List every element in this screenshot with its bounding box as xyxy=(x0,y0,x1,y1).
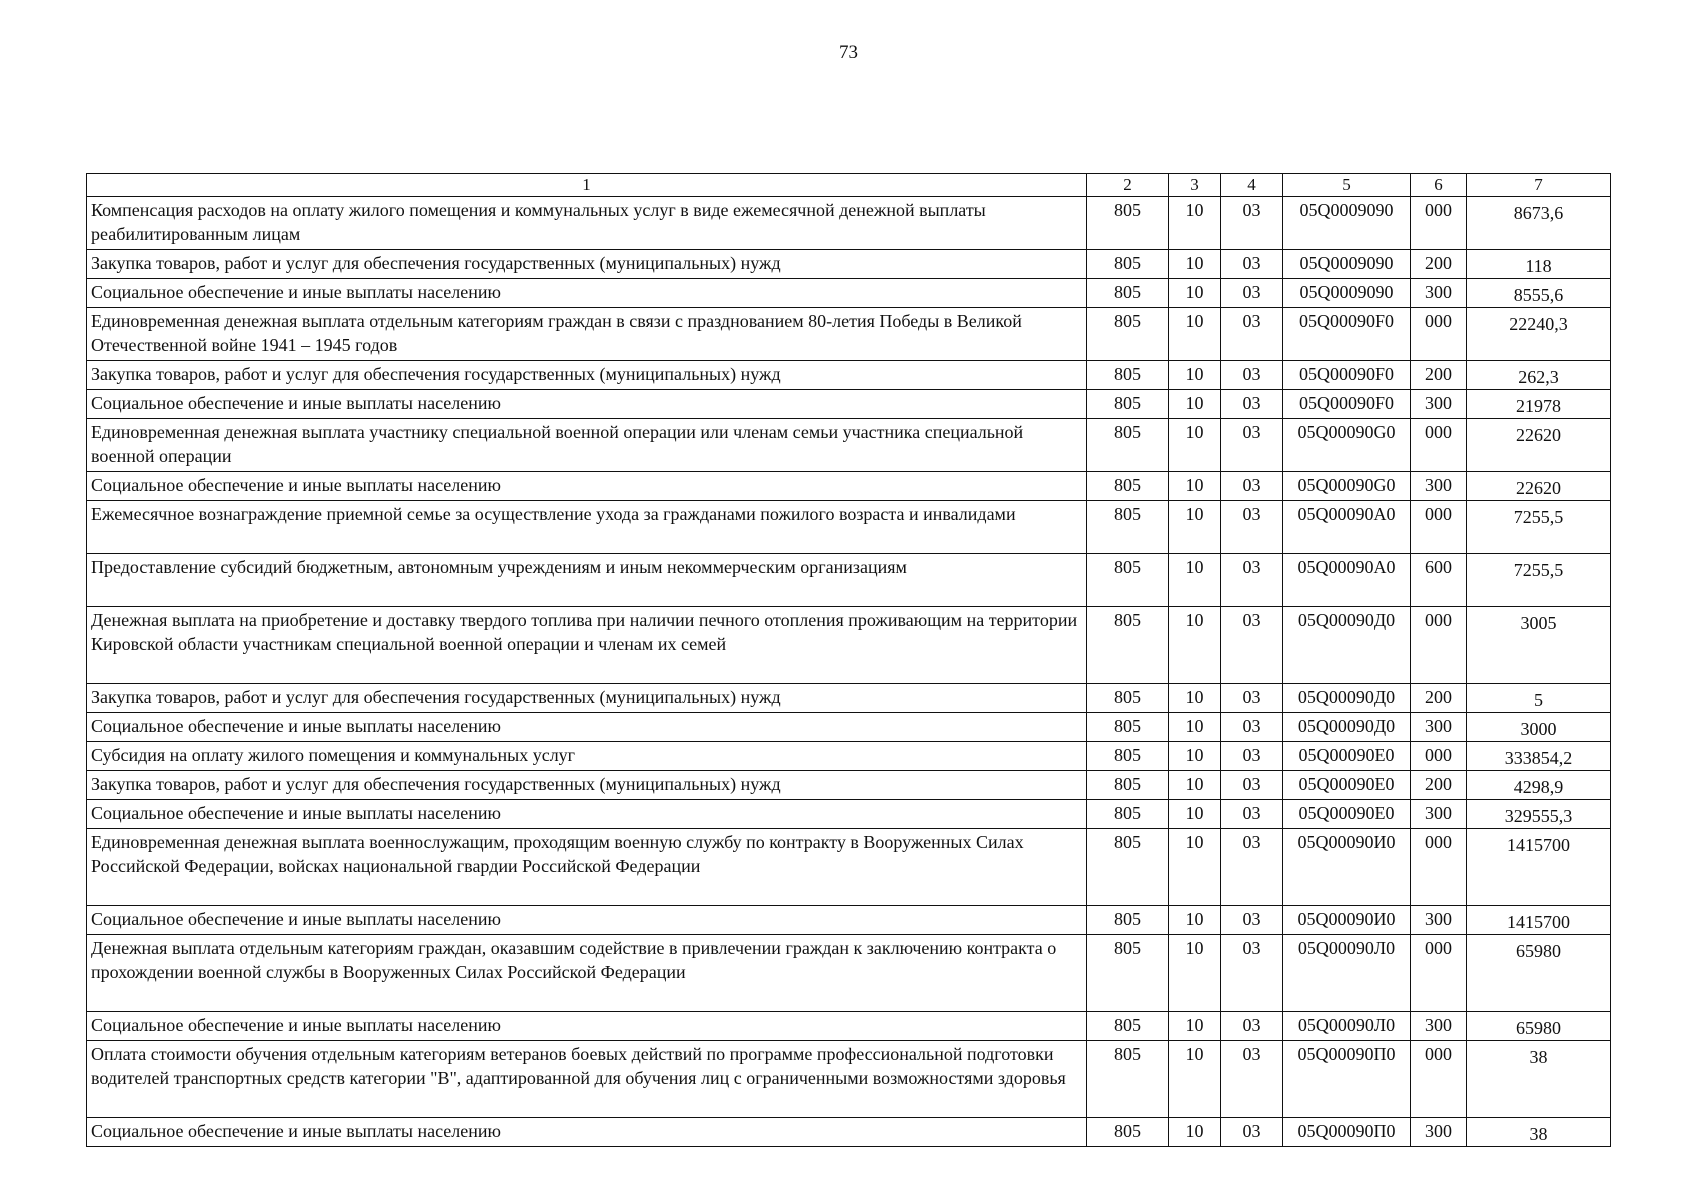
cell-admin-code: 805 xyxy=(1087,906,1169,935)
cell-subsection-code: 03 xyxy=(1221,250,1283,279)
cell-section-code: 10 xyxy=(1169,197,1221,250)
cell-expense-type-code: 300 xyxy=(1411,390,1467,419)
cell-row-name: Предоставление субсидий бюджетным, автономным учреждениям и иным некоммерческим организациям xyxy=(87,554,1087,607)
cell-amount: 333854,2 xyxy=(1467,742,1611,771)
cell-row-name: Закупка товаров, работ и услуг для обеспечения государственных (муниципальных) нужд xyxy=(87,250,1087,279)
table-body xyxy=(87,197,1611,1147)
cell-row-name: Компенсация расходов на оплату жилого помещения и коммунальных услуг в виде ежемесячной денежной выплаты реабилитированным лицам xyxy=(87,197,1087,250)
cell-expense-type-code: 200 xyxy=(1411,684,1467,713)
cell-section-code: 10 xyxy=(1169,554,1221,607)
cell-target-article-code: 05Q00090Д0 xyxy=(1283,713,1411,742)
table-row xyxy=(87,501,1611,554)
cell-section-code: 10 xyxy=(1169,607,1221,684)
cell-section-code: 10 xyxy=(1169,308,1221,361)
cell-row-name: Закупка товаров, работ и услуг для обеспечения государственных (муниципальных) нужд xyxy=(87,771,1087,800)
cell-target-article-code: 05Q00090П0 xyxy=(1283,1118,1411,1147)
col-header-1: 1 xyxy=(87,174,1087,197)
table-row xyxy=(87,906,1611,935)
cell-amount: 1415700 xyxy=(1467,906,1611,935)
cell-target-article-code: 05Q0009090 xyxy=(1283,197,1411,250)
cell-target-article-code: 05Q00090A0 xyxy=(1283,554,1411,607)
cell-section-code: 10 xyxy=(1169,829,1221,906)
cell-expense-type-code: 000 xyxy=(1411,607,1467,684)
cell-expense-type-code: 300 xyxy=(1411,279,1467,308)
cell-amount: 1415700 xyxy=(1467,829,1611,906)
cell-admin-code: 805 xyxy=(1087,800,1169,829)
table-row xyxy=(87,250,1611,279)
cell-subsection-code: 03 xyxy=(1221,472,1283,501)
table-row xyxy=(87,308,1611,361)
cell-row-name: Денежная выплата на приобретение и доставку твердого топлива при наличии печного отопления проживающим на территории Кировской области участникам специальной военной операции и членам их семей xyxy=(87,607,1087,684)
cell-admin-code: 805 xyxy=(1087,472,1169,501)
cell-amount: 7255,5 xyxy=(1467,501,1611,554)
col-header-4: 4 xyxy=(1221,174,1283,197)
cell-amount: 262,3 xyxy=(1467,361,1611,390)
cell-amount: 22240,3 xyxy=(1467,308,1611,361)
cell-section-code: 10 xyxy=(1169,713,1221,742)
table-row xyxy=(87,829,1611,906)
table-row xyxy=(87,1041,1611,1118)
cell-expense-type-code: 200 xyxy=(1411,250,1467,279)
cell-admin-code: 805 xyxy=(1087,361,1169,390)
cell-subsection-code: 03 xyxy=(1221,607,1283,684)
cell-subsection-code: 03 xyxy=(1221,829,1283,906)
cell-section-code: 10 xyxy=(1169,906,1221,935)
col-header-2: 2 xyxy=(1087,174,1169,197)
cell-amount: 329555,3 xyxy=(1467,800,1611,829)
cell-amount: 3005 xyxy=(1467,607,1611,684)
cell-expense-type-code: 000 xyxy=(1411,829,1467,906)
cell-section-code: 10 xyxy=(1169,684,1221,713)
table-row xyxy=(87,684,1611,713)
cell-section-code: 10 xyxy=(1169,501,1221,554)
cell-expense-type-code: 000 xyxy=(1411,308,1467,361)
cell-amount: 118 xyxy=(1467,250,1611,279)
col-header-6: 6 xyxy=(1411,174,1467,197)
cell-amount: 65980 xyxy=(1467,935,1611,1012)
cell-target-article-code: 05Q00090И0 xyxy=(1283,906,1411,935)
cell-expense-type-code: 300 xyxy=(1411,1118,1467,1147)
cell-target-article-code: 05Q00090Д0 xyxy=(1283,684,1411,713)
cell-expense-type-code: 300 xyxy=(1411,713,1467,742)
cell-row-name: Социальное обеспечение и иные выплаты населению xyxy=(87,472,1087,501)
cell-amount: 38 xyxy=(1467,1041,1611,1118)
cell-row-name: Единовременная денежная выплата отдельным категориям граждан в связи с празднованием 80-летия Победы в Великой Отечественной войне 1941 – 1945 годов xyxy=(87,308,1087,361)
cell-section-code: 10 xyxy=(1169,472,1221,501)
cell-row-name: Закупка товаров, работ и услуг для обеспечения государственных (муниципальных) нужд xyxy=(87,684,1087,713)
cell-subsection-code: 03 xyxy=(1221,308,1283,361)
cell-row-name: Социальное обеспечение и иные выплаты населению xyxy=(87,800,1087,829)
col-header-7: 7 xyxy=(1467,174,1611,197)
cell-target-article-code: 05Q00090E0 xyxy=(1283,771,1411,800)
cell-amount: 8555,6 xyxy=(1467,279,1611,308)
cell-expense-type-code: 000 xyxy=(1411,742,1467,771)
cell-target-article-code: 05Q0009090 xyxy=(1283,250,1411,279)
table-row xyxy=(87,713,1611,742)
cell-row-name: Единовременная денежная выплата участнику специальной военной операции или членам семьи участника специальной военной операции xyxy=(87,419,1087,472)
cell-target-article-code: 05Q0009090 xyxy=(1283,279,1411,308)
cell-section-code: 10 xyxy=(1169,800,1221,829)
cell-subsection-code: 03 xyxy=(1221,279,1283,308)
cell-target-article-code: 05Q00090Л0 xyxy=(1283,1012,1411,1041)
cell-row-name: Закупка товаров, работ и услуг для обеспечения государственных (муниципальных) нужд xyxy=(87,361,1087,390)
cell-section-code: 10 xyxy=(1169,390,1221,419)
cell-admin-code: 805 xyxy=(1087,742,1169,771)
cell-amount: 22620 xyxy=(1467,472,1611,501)
cell-expense-type-code: 000 xyxy=(1411,935,1467,1012)
cell-expense-type-code: 200 xyxy=(1411,361,1467,390)
cell-target-article-code: 05Q00090E0 xyxy=(1283,742,1411,771)
cell-admin-code: 805 xyxy=(1087,684,1169,713)
cell-target-article-code: 05Q00090Л0 xyxy=(1283,935,1411,1012)
cell-target-article-code: 05Q00090A0 xyxy=(1283,501,1411,554)
cell-admin-code: 805 xyxy=(1087,935,1169,1012)
cell-expense-type-code: 300 xyxy=(1411,906,1467,935)
cell-target-article-code: 05Q00090П0 xyxy=(1283,1041,1411,1118)
cell-section-code: 10 xyxy=(1169,361,1221,390)
cell-section-code: 10 xyxy=(1169,1012,1221,1041)
table-row xyxy=(87,279,1611,308)
cell-subsection-code: 03 xyxy=(1221,771,1283,800)
col-header-5: 5 xyxy=(1283,174,1411,197)
cell-row-name: Единовременная денежная выплата военнослужащим, проходящим военную службу по контракту в Вооруженных Силах Российской Федерации, войсках национальной гвардии Российской Федерации xyxy=(87,829,1087,906)
cell-amount: 22620 xyxy=(1467,419,1611,472)
cell-subsection-code: 03 xyxy=(1221,390,1283,419)
table-row xyxy=(87,1012,1611,1041)
cell-row-name: Денежная выплата отдельным категориям граждан, оказавшим содействие в привлечении граждан к заключению контракта о прохождении военной службы в Вооруженных Силах Российской Федерации xyxy=(87,935,1087,1012)
cell-row-name: Субсидия на оплату жилого помещения и коммунальных услуг xyxy=(87,742,1087,771)
table-row xyxy=(87,554,1611,607)
cell-row-name: Социальное обеспечение и иные выплаты населению xyxy=(87,713,1087,742)
table-row xyxy=(87,472,1611,501)
header-row xyxy=(87,174,1611,197)
cell-admin-code: 805 xyxy=(1087,829,1169,906)
cell-target-article-code: 05Q00090F0 xyxy=(1283,361,1411,390)
cell-admin-code: 805 xyxy=(1087,713,1169,742)
cell-admin-code: 805 xyxy=(1087,419,1169,472)
table-row xyxy=(87,197,1611,250)
cell-subsection-code: 03 xyxy=(1221,713,1283,742)
cell-subsection-code: 03 xyxy=(1221,419,1283,472)
cell-section-code: 10 xyxy=(1169,279,1221,308)
cell-row-name: Ежемесячное вознаграждение приемной семье за осуществление ухода за гражданами пожилого возраста и инвалидами xyxy=(87,501,1087,554)
cell-admin-code: 805 xyxy=(1087,1041,1169,1118)
cell-expense-type-code: 000 xyxy=(1411,1041,1467,1118)
cell-amount: 21978 xyxy=(1467,390,1611,419)
table-row xyxy=(87,607,1611,684)
cell-admin-code: 805 xyxy=(1087,250,1169,279)
cell-section-code: 10 xyxy=(1169,1041,1221,1118)
cell-section-code: 10 xyxy=(1169,250,1221,279)
cell-subsection-code: 03 xyxy=(1221,361,1283,390)
cell-admin-code: 805 xyxy=(1087,554,1169,607)
cell-admin-code: 805 xyxy=(1087,197,1169,250)
cell-amount: 7255,5 xyxy=(1467,554,1611,607)
cell-admin-code: 805 xyxy=(1087,1118,1169,1147)
cell-section-code: 10 xyxy=(1169,742,1221,771)
cell-subsection-code: 03 xyxy=(1221,1118,1283,1147)
cell-admin-code: 805 xyxy=(1087,390,1169,419)
table-row xyxy=(87,771,1611,800)
cell-subsection-code: 03 xyxy=(1221,800,1283,829)
table-row xyxy=(87,800,1611,829)
table-row xyxy=(87,361,1611,390)
cell-row-name: Социальное обеспечение и иные выплаты населению xyxy=(87,279,1087,308)
cell-row-name: Социальное обеспечение и иные выплаты населению xyxy=(87,906,1087,935)
cell-subsection-code: 03 xyxy=(1221,1012,1283,1041)
cell-row-name: Социальное обеспечение и иные выплаты населению xyxy=(87,1012,1087,1041)
cell-subsection-code: 03 xyxy=(1221,684,1283,713)
cell-admin-code: 805 xyxy=(1087,308,1169,361)
cell-subsection-code: 03 xyxy=(1221,554,1283,607)
cell-section-code: 10 xyxy=(1169,935,1221,1012)
cell-subsection-code: 03 xyxy=(1221,501,1283,554)
cell-target-article-code: 05Q00090E0 xyxy=(1283,800,1411,829)
cell-target-article-code: 05Q00090G0 xyxy=(1283,419,1411,472)
cell-expense-type-code: 300 xyxy=(1411,1012,1467,1041)
cell-expense-type-code: 600 xyxy=(1411,554,1467,607)
cell-amount: 65980 xyxy=(1467,1012,1611,1041)
cell-admin-code: 805 xyxy=(1087,279,1169,308)
cell-expense-type-code: 000 xyxy=(1411,197,1467,250)
cell-amount: 8673,6 xyxy=(1467,197,1611,250)
cell-amount: 4298,9 xyxy=(1467,771,1611,800)
cell-admin-code: 805 xyxy=(1087,771,1169,800)
cell-admin-code: 805 xyxy=(1087,1012,1169,1041)
table-row xyxy=(87,1118,1611,1147)
cell-target-article-code: 05Q00090G0 xyxy=(1283,472,1411,501)
cell-target-article-code: 05Q00090И0 xyxy=(1283,829,1411,906)
cell-section-code: 10 xyxy=(1169,419,1221,472)
cell-expense-type-code: 300 xyxy=(1411,800,1467,829)
cell-amount: 38 xyxy=(1467,1118,1611,1147)
cell-subsection-code: 03 xyxy=(1221,197,1283,250)
cell-target-article-code: 05Q00090F0 xyxy=(1283,308,1411,361)
cell-subsection-code: 03 xyxy=(1221,742,1283,771)
cell-target-article-code: 05Q00090Д0 xyxy=(1283,607,1411,684)
cell-section-code: 10 xyxy=(1169,771,1221,800)
cell-row-name: Социальное обеспечение и иные выплаты населению xyxy=(87,390,1087,419)
table-row xyxy=(87,742,1611,771)
cell-subsection-code: 03 xyxy=(1221,935,1283,1012)
cell-expense-type-code: 200 xyxy=(1411,771,1467,800)
cell-section-code: 10 xyxy=(1169,1118,1221,1147)
table-row xyxy=(87,390,1611,419)
cell-admin-code: 805 xyxy=(1087,607,1169,684)
table-row xyxy=(87,935,1611,1012)
cell-expense-type-code: 000 xyxy=(1411,419,1467,472)
col-header-3: 3 xyxy=(1169,174,1221,197)
cell-subsection-code: 03 xyxy=(1221,906,1283,935)
cell-target-article-code: 05Q00090F0 xyxy=(1283,390,1411,419)
cell-admin-code: 805 xyxy=(1087,501,1169,554)
page-number: 73 xyxy=(839,42,858,63)
cell-amount: 5 xyxy=(1467,684,1611,713)
cell-expense-type-code: 300 xyxy=(1411,472,1467,501)
table-row xyxy=(87,419,1611,472)
cell-expense-type-code: 000 xyxy=(1411,501,1467,554)
budget-table xyxy=(86,173,1611,1147)
cell-subsection-code: 03 xyxy=(1221,1041,1283,1118)
cell-row-name: Социальное обеспечение и иные выплаты населению xyxy=(87,1118,1087,1147)
cell-row-name: Оплата стоимости обучения отдельным категориям ветеранов боевых действий по программе профессиональной подготовки водителей транспортных средств категории "В", адаптированной для обучения лиц с ограниченными возможностями здоровья xyxy=(87,1041,1087,1118)
cell-amount: 3000 xyxy=(1467,713,1611,742)
